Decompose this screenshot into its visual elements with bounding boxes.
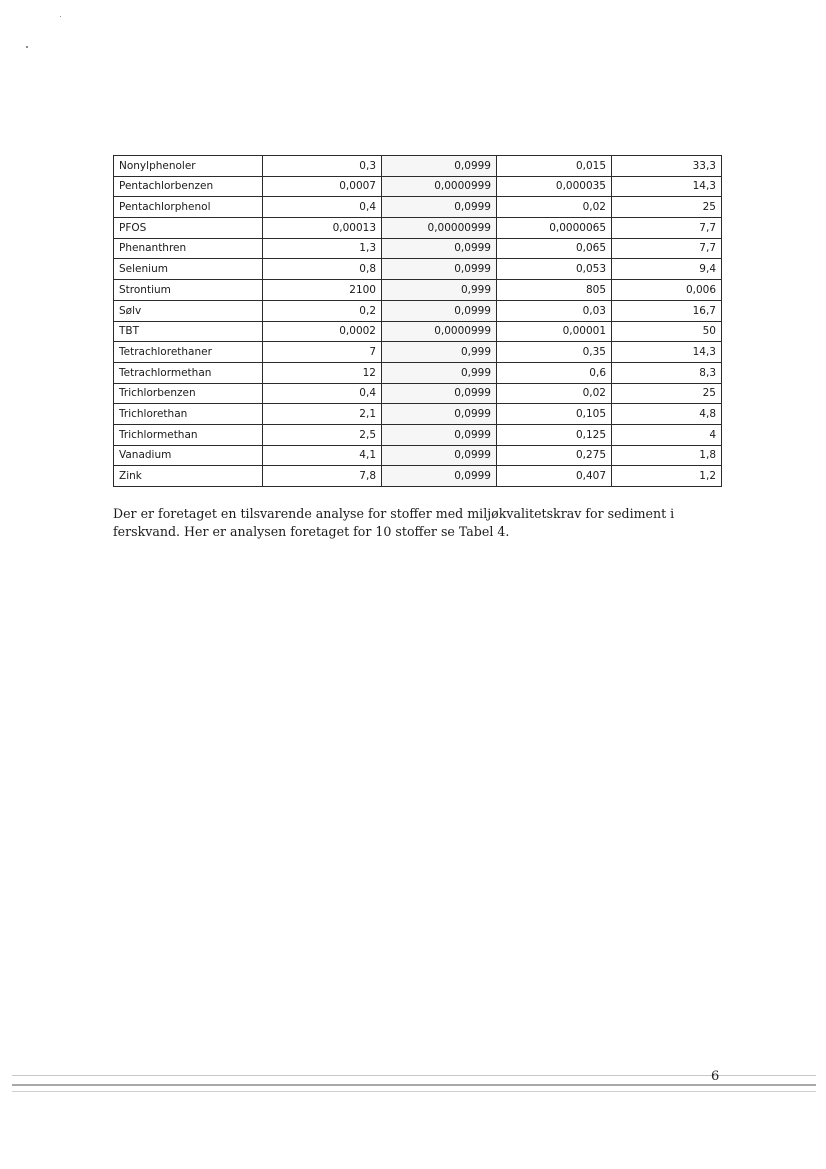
- value-cell: 0,02: [497, 383, 612, 404]
- table-row: [114, 280, 722, 301]
- body-paragraph: Der er foretaget en tilsvarende analyse for stoffer med miljøkvalitetskrav for sediment i ferskvand. Her er analysen foretaget for 10 stoffer se Tabel 4.: [113, 506, 675, 539]
- table-row: [114, 362, 722, 383]
- value-cell: 7,7: [612, 218, 722, 239]
- value-cell: 4,1: [263, 445, 382, 466]
- value-cell: 0,053: [497, 259, 612, 280]
- value-cell: 0,02: [497, 197, 612, 218]
- table-row: [114, 238, 722, 259]
- value-cell: 16,7: [612, 300, 722, 321]
- value-cell: 805: [497, 280, 612, 301]
- value-cell: 1,2: [612, 466, 722, 487]
- value-cell: 0,0000999: [382, 176, 497, 197]
- table-row: [114, 259, 722, 280]
- substance-name-cell: Trichlorethan: [114, 404, 263, 425]
- value-cell: 0,407: [497, 466, 612, 487]
- value-cell: 25: [612, 197, 722, 218]
- value-cell: 0,999: [382, 362, 497, 383]
- table-body: [114, 156, 722, 487]
- footer-rule: [12, 1091, 816, 1092]
- value-cell: 0,35: [497, 342, 612, 363]
- value-cell: 0,006: [612, 280, 722, 301]
- table-row: [114, 404, 722, 425]
- substance-name-cell: Tetrachlormethan: [114, 362, 263, 383]
- table-row: [114, 321, 722, 342]
- scan-speck: [60, 16, 61, 17]
- value-cell: 8,3: [612, 362, 722, 383]
- value-cell: 0,0999: [382, 424, 497, 445]
- table-row: [114, 218, 722, 239]
- value-cell: 0,0999: [382, 383, 497, 404]
- page-number: 6: [711, 1069, 720, 1084]
- value-cell: 0,0999: [382, 445, 497, 466]
- value-cell: 0,8: [263, 259, 382, 280]
- table-row: [114, 156, 722, 177]
- value-cell: 0,999: [382, 280, 497, 301]
- value-cell: 50: [612, 321, 722, 342]
- value-cell: 0,2: [263, 300, 382, 321]
- value-cell: 12: [263, 362, 382, 383]
- value-cell: 0,0007: [263, 176, 382, 197]
- value-cell: 0,0000065: [497, 218, 612, 239]
- table-row: [114, 342, 722, 363]
- value-cell: 0,105: [497, 404, 612, 425]
- value-cell: 0,6: [497, 362, 612, 383]
- scan-speck: [26, 46, 28, 48]
- value-cell: 0,4: [263, 383, 382, 404]
- table-row: [114, 445, 722, 466]
- substance-name-cell: Vanadium: [114, 445, 263, 466]
- value-cell: 0,0999: [382, 466, 497, 487]
- value-cell: 7: [263, 342, 382, 363]
- substance-name-cell: Selenium: [114, 259, 263, 280]
- substance-name-cell: Zink: [114, 466, 263, 487]
- value-cell: 0,00000999: [382, 218, 497, 239]
- value-cell: 0,0999: [382, 197, 497, 218]
- value-cell: 0,0002: [263, 321, 382, 342]
- substance-name-cell: Nonylphenoler: [114, 156, 263, 177]
- footer-rule: [12, 1075, 816, 1076]
- value-cell: 0,0999: [382, 404, 497, 425]
- value-cell: 0,065: [497, 238, 612, 259]
- value-cell: 2,1: [263, 404, 382, 425]
- value-cell: 0,4: [263, 197, 382, 218]
- value-cell: 0,125: [497, 424, 612, 445]
- value-cell: 1,8: [612, 445, 722, 466]
- value-cell: 25: [612, 383, 722, 404]
- footer-rule: [12, 1084, 816, 1086]
- substance-name-cell: Sølv: [114, 300, 263, 321]
- value-cell: 0,0999: [382, 238, 497, 259]
- value-cell: 0,000035: [497, 176, 612, 197]
- substance-name-cell: Strontium: [114, 280, 263, 301]
- value-cell: 2100: [263, 280, 382, 301]
- value-cell: 0,0000999: [382, 321, 497, 342]
- value-cell: 1,3: [263, 238, 382, 259]
- value-cell: 0,0999: [382, 300, 497, 321]
- value-cell: 14,3: [612, 176, 722, 197]
- substance-name-cell: Phenanthren: [114, 238, 263, 259]
- substance-name-cell: TBT: [114, 321, 263, 342]
- table-row: [114, 176, 722, 197]
- value-cell: 0,0999: [382, 259, 497, 280]
- value-cell: 0,3: [263, 156, 382, 177]
- value-cell: 0,00001: [497, 321, 612, 342]
- value-cell: 0,999: [382, 342, 497, 363]
- table-row: [114, 197, 722, 218]
- substance-name-cell: Trichlorbenzen: [114, 383, 263, 404]
- value-cell: 7,7: [612, 238, 722, 259]
- substance-name-cell: Pentachlorbenzen: [114, 176, 263, 197]
- value-cell: 0,03: [497, 300, 612, 321]
- value-cell: 0,015: [497, 156, 612, 177]
- value-cell: 9,4: [612, 259, 722, 280]
- value-cell: 4,8: [612, 404, 722, 425]
- value-cell: 2,5: [263, 424, 382, 445]
- value-cell: 0,275: [497, 445, 612, 466]
- substance-name-cell: Tetrachlorethaner: [114, 342, 263, 363]
- value-cell: 33,3: [612, 156, 722, 177]
- table-row: [114, 466, 722, 487]
- substance-name-cell: Pentachlorphenol: [114, 197, 263, 218]
- value-cell: 7,8: [263, 466, 382, 487]
- value-cell: 0,00013: [263, 218, 382, 239]
- value-cell: 14,3: [612, 342, 722, 363]
- table-row: [114, 383, 722, 404]
- substance-name-cell: PFOS: [114, 218, 263, 239]
- table-row: [114, 300, 722, 321]
- value-cell: 0,0999: [382, 156, 497, 177]
- value-cell: 4: [612, 424, 722, 445]
- substance-table: [113, 155, 722, 487]
- substance-name-cell: Trichlormethan: [114, 424, 263, 445]
- table-row: [114, 424, 722, 445]
